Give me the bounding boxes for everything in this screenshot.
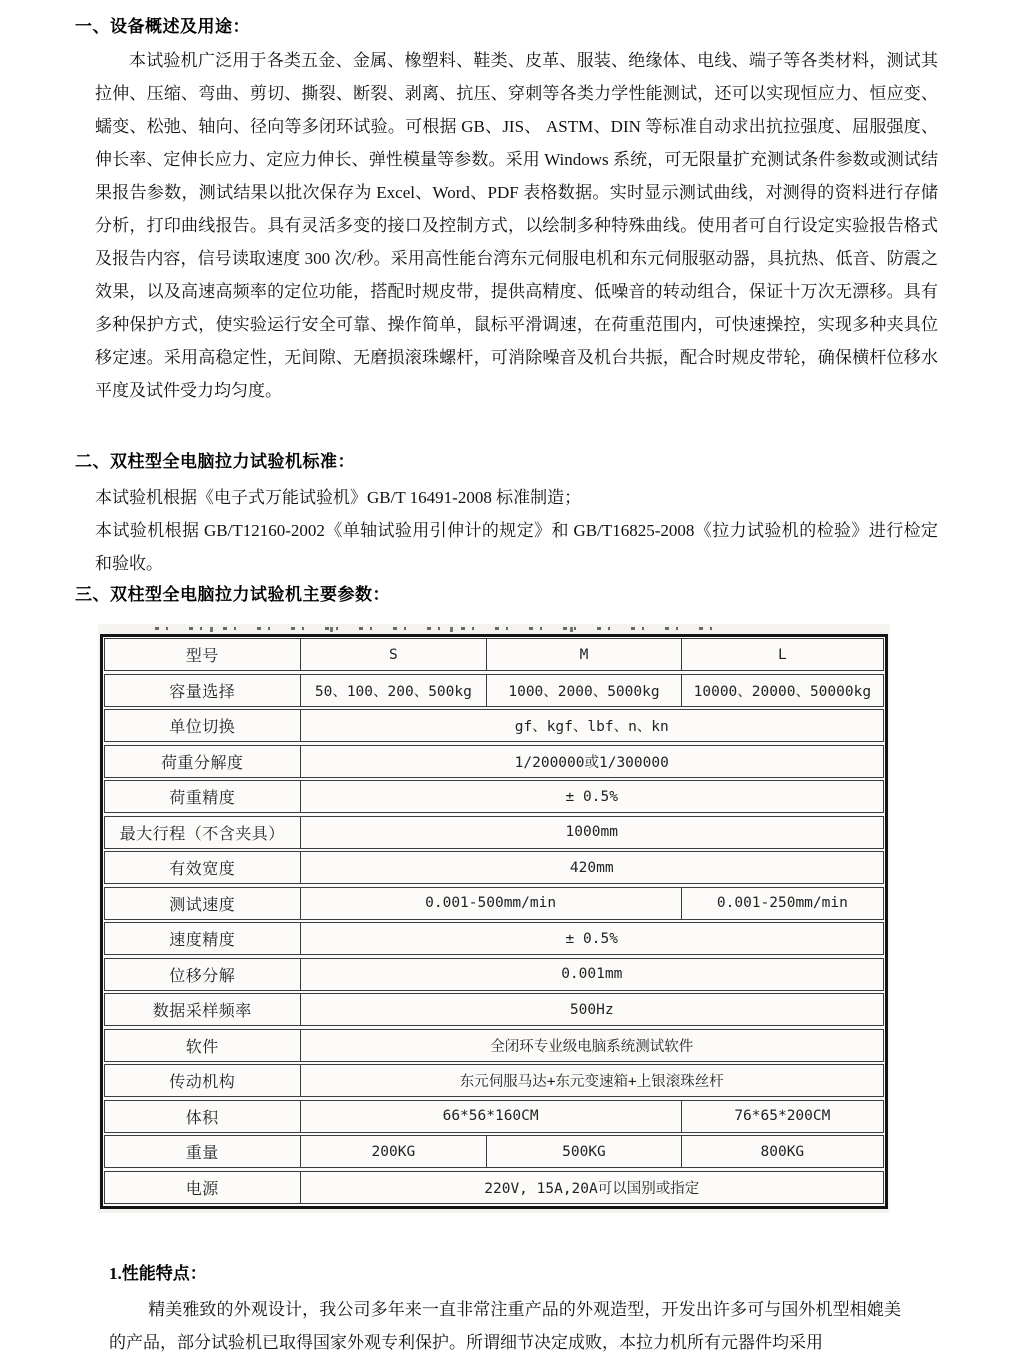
spec-row [104, 1100, 884, 1133]
spec-label: 荷重精度 [169, 790, 236, 807]
spec-row [104, 887, 884, 920]
spec-value: 1/200000或1/300000 [300, 746, 884, 777]
clipped-text-artifact [155, 627, 848, 632]
spec-value: 0.001-500mm/min [300, 888, 681, 919]
spec-label: 单位切换 [169, 719, 236, 736]
spec-row [104, 1171, 884, 1204]
section1-paragraph: 本试验机广泛用于各类五金、金属、橡塑料、鞋类、皮革、服装、绝缘体、电线、端子等各类材料，测试其拉伸、压缩、弯曲、剪切、撕裂、断裂、剥离、抗压、穿刺等各类力学性能测试，还可以实现恒应力、恒应变、蠕变、松弛、轴向、径向等多闭环试验。可根据 GB、JIS、 ASTM、DIN 等标准自动求出抗拉强度、屈服强度、伸长率、定伸长应力、定应力伸长、弹性模量等参数。采用 Windows 系统，可无限量扩充测试条件参数或测试结果报告参数，测试结果以批次保存为 Excel、Word、PDF 表格数据。实时显示测试曲线，对测得的资料进行存储分析，打印曲线报告。具有灵活多变的接口及控制方式，以绘制多种特殊曲线。使用者可自行设定实验报告格式及报告内容，信号读取速度 300 次/秒。采用高性能台湾东元伺服电机和东元伺服驱动器，具抗热、低音、防震之效果，以及高速高频率的定位功能，搭配时规皮带，提供高精度、低噪音的转动组合，保证十万次无漂移。具有多种保护方式，使实验运行安全可靠、操作简单，鼠标平滑调速，在荷重范围内，可快速操控，实现多种夹具位移定速。采用高稳定性，无间隙、无磨损滚珠螺杆，可消除噪音及机台共振，配合时规皮带轮，确保横杆位移水平度及试件受力均匀度。 [95, 51, 938, 400]
standard-line-1: 本试验机根据《电子式万能试验机》GB/T 16491-2008 标准制造； [95, 488, 582, 507]
spec-row [104, 851, 884, 884]
spec-row [104, 709, 884, 742]
spec-value: 0.001mm [300, 959, 884, 990]
spec-label: 最大行程（不含夹具） [119, 825, 285, 843]
spec-row [104, 922, 884, 955]
section1-heading: 一、设备概述及用途： [75, 17, 250, 36]
spec-table-image [98, 624, 890, 1213]
spec-row [104, 816, 884, 849]
spec-table [100, 634, 888, 1209]
spec-value: 1000mm [300, 817, 884, 848]
spec-row [104, 745, 884, 778]
spec-value: 500KG [486, 1136, 681, 1167]
spec-value: 200KG [300, 1136, 487, 1167]
spec-label: 软件 [185, 1038, 219, 1056]
spec-label: 有效宽度 [169, 861, 236, 878]
spec-value: 1000、2000、5000kg [486, 675, 681, 706]
spec-value: 66*56*160CM [300, 1101, 681, 1132]
spec-label: 容量选择 [169, 683, 236, 701]
standard-line-2: 本试验机根据 GB/T12160-2002《单轴试验用引伸计的规定》和 GB/T16825-2008《拉力试验机的检验》进行检定和验收。 [95, 521, 938, 573]
spec-row [104, 638, 884, 671]
spec-value: gf、kgf、lbf、n、kn [300, 710, 884, 741]
spec-value: 220V, 15A,20A可以国别或指定 [300, 1172, 884, 1203]
spec-value: M [486, 639, 681, 670]
spec-row [104, 958, 884, 991]
spec-value: 50、100、200、500kg [300, 675, 487, 706]
spec-label: 传动机构 [169, 1074, 236, 1091]
spec-value: 500Hz [300, 994, 884, 1025]
spec-label: 重量 [185, 1145, 219, 1162]
spec-row [104, 780, 884, 813]
spec-value: 800KG [681, 1136, 883, 1167]
spec-value: L [681, 639, 883, 670]
spec-value: ± 0.5% [300, 781, 884, 812]
spec-label: 型号 [185, 648, 219, 665]
spec-value: 全闭环专业级电脑系统测试软件 [300, 1030, 884, 1061]
spec-label: 速度精度 [169, 932, 236, 949]
section4-paragraph: 精美雅致的外观设计，我公司多年来一直非常注重产品的外观造型，开发出许多可与国外机型相媲美的产品，部分试验机已取得国家外观专利保护。所谓细节决定成败，本拉力机所有元器件均采用 [109, 1299, 901, 1352]
spec-row [104, 1029, 884, 1062]
spec-value: 0.001-250mm/min [681, 888, 883, 919]
spec-row [104, 674, 884, 707]
section2-heading: 二、双柱型全电脑拉力试验机标准： [75, 452, 355, 471]
spec-label: 位移分解 [169, 967, 236, 985]
spec-label: 测试速度 [169, 896, 236, 914]
spec-label: 荷重分解度 [160, 754, 244, 772]
section4-heading: 1.性能特点： [109, 1263, 207, 1283]
spec-label: 数据采样频率 [152, 1003, 252, 1020]
spec-label: 电源 [185, 1180, 219, 1198]
spec-value: 10000、20000、50000kg [681, 675, 883, 706]
spec-row [104, 1064, 884, 1097]
spec-row [104, 1135, 884, 1168]
section3-heading: 三、双柱型全电脑拉力试验机主要参数： [75, 585, 390, 604]
spec-value: ± 0.5% [300, 923, 884, 954]
spec-value: 76*65*200CM [681, 1101, 883, 1132]
spec-row [104, 993, 884, 1026]
spec-label: 体积 [185, 1109, 219, 1127]
spec-value: S [300, 639, 487, 670]
spec-value: 420mm [300, 852, 884, 883]
spec-value: 东元伺服马达+东元变速箱+上银滚珠丝杆 [300, 1065, 884, 1096]
